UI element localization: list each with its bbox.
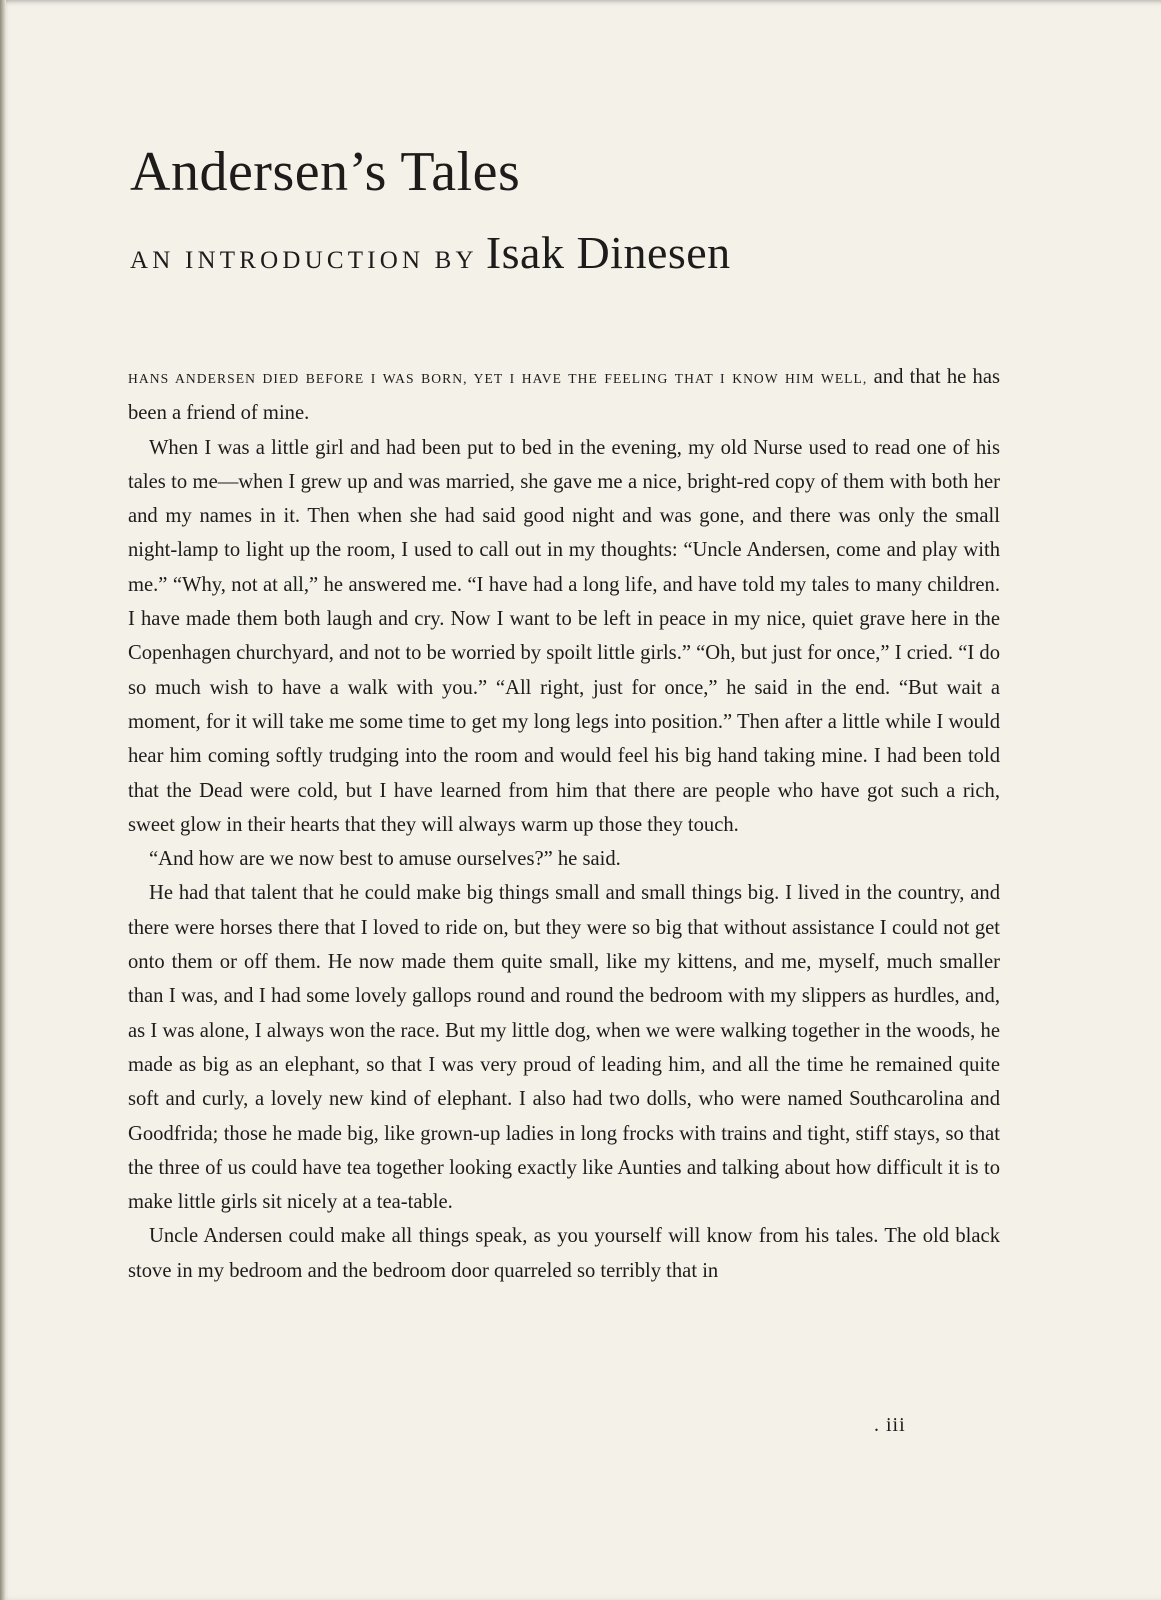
page-number: . iii: [874, 1414, 906, 1436]
paragraph-3: “And how are we now best to amuse ourselves?” he said.: [149, 848, 621, 871]
paragraph-2: When I was a little girl and had been put to bed in the evening, my old Nurse used to read one of his tales to me—when I grew up and was married, she gave me a nice, bright-red copy of them with both her and my names in it. Then when she had said good night and was gone, and there was only the small night-lamp to light up the room, I used to call out in my thoughts: “Uncle Andersen, come and play with me.” “Why, not at all,” he answered me. “I have had a long life, and have told my tales to many children. I have made them both laugh and cry. Now I want to be left in peace in my nice, quiet grave here in the Copenhagen churchyard, and not to be worried by spoilt little girls.” “Oh, but just for once,” I cried. “I do so much wish to have a walk with you.” “All right, just for once,” he said in the end. “But wait a moment, for it will take me some time to get my long legs into position.” Then after a little while I would hear him coming softly trudging into the room and would feel his big hand taking mine. I had been told that the Dead were cold, but I have learned from him that there are people who have got such a rich, sweet glow in their hearts that they will always warm up those they touch.: [128, 436, 1000, 836]
byline-prefix: AN INTRODUCTION BY: [130, 247, 478, 274]
opening-small-caps: HANS ANDERSEN DIED BEFORE I WAS BORN, YET I HAVE THE FEELING THAT I KNOW HIM WELL,: [128, 371, 868, 386]
paragraph-1: [128, 360, 1000, 431]
byline: [130, 228, 731, 279]
page-binding-edge: [0, 0, 6, 1600]
byline-author: Isak Dinesen: [485, 227, 731, 278]
paragraph-4: He had that talent that he could make big things small and small things big. I lived in the country, and there were horses there that I loved to ride on, but they were so big that without assistance I could not get onto them or off them. He now made them quite small, like my kittens, and me, myself, much smaller than I was, and I had some lovely gallops round and round the bedroom with my slippers as hurdles, and, as I was alone, I always won the race. But my little dog, when we were walking together in the woods, he made as big as an elephant, so that I was very proud of leading him, and all the time he remained quite soft and curly, a lovely new kind of elephant. I also had two dolls, who were named Southcarolina and Goodfrida; those he made big, like grown-up ladies in long frocks with trains and tight, stiff stays, so that the three of us could have tea together looking exactly like Aunties and talking about how difficult it is to make little girls sit nicely at a tea-table.: [128, 882, 1000, 1214]
paragraph-1-text: and that he has been a friend of mine.: [128, 366, 1001, 425]
paragraph-5: Uncle Andersen could make all things speak, as you yourself will know from his tales. The old black stove in my bedroom and the bedroom door quarreled so terribly that in: [128, 1225, 1000, 1282]
body-text: [128, 360, 1000, 1288]
page-title: Andersen’s Tales: [130, 141, 521, 203]
